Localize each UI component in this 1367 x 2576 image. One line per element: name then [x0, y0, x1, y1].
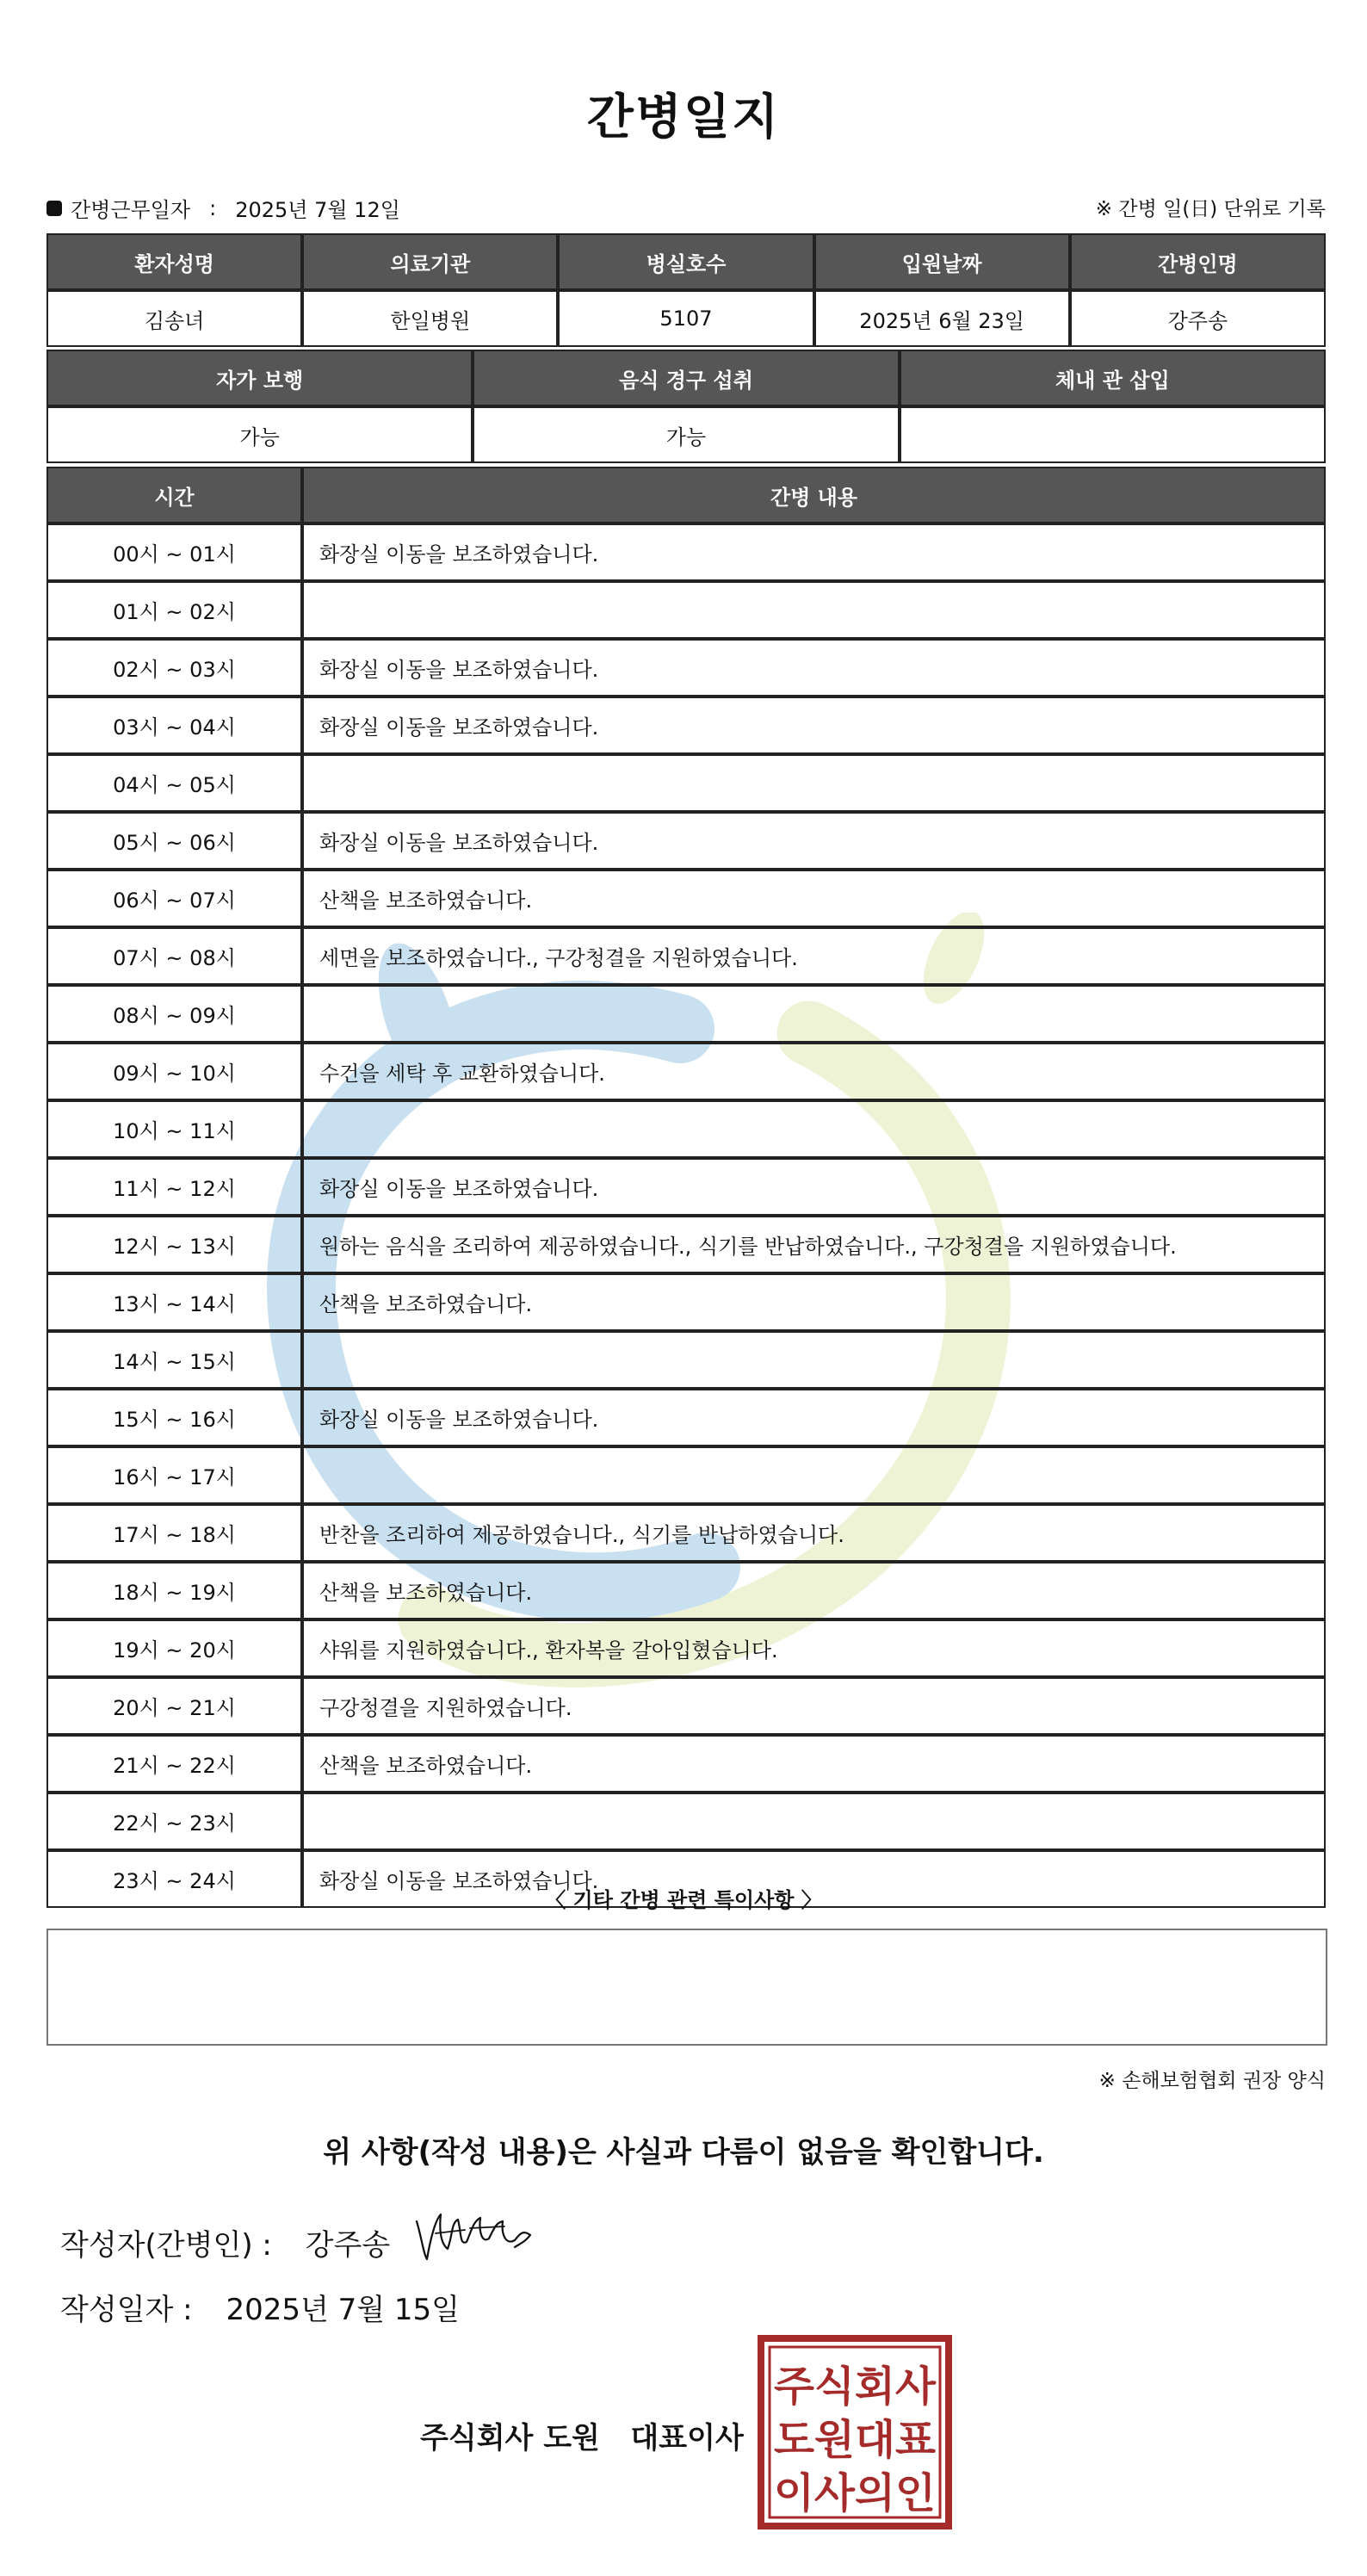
time-cell: 08시 ~ 09시: [46, 985, 302, 1043]
time-cell: 06시 ~ 07시: [46, 870, 302, 927]
special-notes-title: 〈 기타 간병 관련 특이사항 〉: [545, 1888, 822, 1912]
tube-insertion-value: [900, 406, 1326, 463]
time-cell: 15시 ~ 16시: [46, 1389, 302, 1446]
writer-label: 작성자(간병인) :: [60, 2228, 272, 2263]
time-cell: 22시 ~ 23시: [46, 1793, 302, 1850]
care-log-table: [46, 467, 1326, 1908]
table-row: [46, 1504, 1326, 1562]
time-cell: 16시 ~ 17시: [46, 1446, 302, 1504]
table-row: [46, 1158, 1326, 1216]
care-content-cell: 화장실 이동을 보조하였습니다.: [302, 1158, 1326, 1216]
table-row: [46, 1793, 1326, 1850]
oral-intake-value: 가능: [473, 406, 899, 463]
time-cell: 00시 ~ 01시: [46, 523, 302, 581]
time-cell: 13시 ~ 14시: [46, 1273, 302, 1331]
meta-row: [46, 189, 1326, 224]
care-content-cell: 화장실 이동을 보조하였습니다.: [302, 812, 1326, 870]
self-walking-value: 가능: [46, 406, 473, 463]
table-row: [46, 697, 1326, 754]
care-content-cell: 세면을 보조하였습니다., 구강청결을 지원하였습니다.: [302, 927, 1326, 985]
care-content-cell: 산책을 보조하였습니다.: [302, 1562, 1326, 1619]
table-row: [46, 639, 1326, 697]
time-cell: 10시 ~ 11시: [46, 1100, 302, 1158]
header-room: 병실호수: [558, 233, 813, 290]
care-content-cell: 수건을 세탁 후 교환하였습니다.: [302, 1043, 1326, 1100]
time-cell: 01시 ~ 02시: [46, 581, 302, 639]
table-row: [46, 812, 1326, 870]
care-content-cell: [302, 1331, 1326, 1389]
caregiver-name: 강주송: [1070, 290, 1326, 347]
meta-separator: :: [209, 195, 217, 220]
time-cell: 12시 ~ 13시: [46, 1216, 302, 1273]
patient-name: 김송녀: [46, 290, 302, 347]
header-time: 시간: [46, 467, 302, 523]
table-row: [46, 581, 1326, 639]
table-row: [46, 985, 1326, 1043]
header-self-walking: 자가 보행: [46, 350, 473, 406]
time-cell: 19시 ~ 20시: [46, 1619, 302, 1677]
care-content-cell: 화장실 이동을 보조하였습니다.: [302, 697, 1326, 754]
table-row: [46, 1389, 1326, 1446]
time-cell: 23시 ~ 24시: [46, 1850, 302, 1908]
room-number: 5107: [558, 290, 813, 347]
care-content-cell: 산책을 보조하였습니다.: [302, 1273, 1326, 1331]
company-seal: [758, 2335, 952, 2530]
care-content-cell: 원하는 음식을 조리하여 제공하였습니다., 식기를 반납하였습니다., 구강청결을 지원하였습니다.: [302, 1216, 1326, 1273]
seal-line-3: 이사의인: [774, 2469, 936, 2517]
recommend-note: ※ 손해보험협회 권장 양식: [1098, 2070, 1326, 2092]
care-content-cell: 산책을 보조하였습니다.: [302, 870, 1326, 927]
table-row: [46, 754, 1326, 812]
patient-status-table: [46, 350, 1326, 463]
table-row: [46, 1562, 1326, 1619]
time-cell: 03시 ~ 04시: [46, 697, 302, 754]
seal-line-2: 도원대표: [774, 2416, 937, 2464]
patient-info-table: [46, 233, 1326, 347]
header-hospital: 의료기관: [302, 233, 558, 290]
unit-note: ※ 간병 일(日) 단위로 기록: [1095, 198, 1326, 220]
table-row: [46, 927, 1326, 985]
time-cell: 21시 ~ 22시: [46, 1735, 302, 1793]
special-notes-box: [46, 1929, 1327, 2046]
table-row: [46, 1446, 1326, 1504]
care-content-cell: [302, 1446, 1326, 1504]
admit-date: 2025년 6월 23일: [814, 290, 1070, 347]
writer-line: [60, 2221, 390, 2263]
time-cell: 20시 ~ 21시: [46, 1677, 302, 1735]
square-bullet-icon: [46, 201, 62, 216]
table-row: [46, 1273, 1326, 1331]
written-date-line: [60, 2286, 460, 2328]
time-cell: 14시 ~ 15시: [46, 1331, 302, 1389]
header-tube-insertion: 체내 관 삽입: [900, 350, 1326, 406]
table-row: [46, 1043, 1326, 1100]
time-cell: 07시 ~ 08시: [46, 927, 302, 985]
care-content-cell: [302, 581, 1326, 639]
time-cell: 11시 ~ 12시: [46, 1158, 302, 1216]
header-oral-intake: 음식 경구 섭취: [473, 350, 899, 406]
header-caregiver: 간병인명: [1070, 233, 1326, 290]
company-name: 주식회사 도원 대표이사: [420, 2421, 744, 2455]
care-content-cell: 샤워를 지원하였습니다., 환자복을 갈아입혔습니다.: [302, 1619, 1326, 1677]
header-admit-date: 입원날짜: [814, 233, 1070, 290]
care-content-cell: 화장실 이동을 보조하였습니다.: [302, 639, 1326, 697]
care-content-cell: 구강청결을 지원하였습니다.: [302, 1677, 1326, 1735]
handwritten-signature: [410, 2204, 547, 2264]
care-content-cell: [302, 1100, 1326, 1158]
care-content-cell: [302, 985, 1326, 1043]
confirmation-statement: 위 사항(작성 내용)은 사실과 다름이 없음을 확인합니다.: [323, 2135, 1044, 2170]
time-cell: 04시 ~ 05시: [46, 754, 302, 812]
written-date-value: 2025년 7월 15일: [226, 2293, 461, 2327]
care-content-cell: [302, 754, 1326, 812]
seal-line-1: 주식회사: [774, 2362, 937, 2411]
hospital-name: 한일병원: [302, 290, 558, 347]
time-cell: 02시 ~ 03시: [46, 639, 302, 697]
table-row: [46, 1735, 1326, 1793]
care-content-cell: 화장실 이동을 보조하였습니다.: [302, 523, 1326, 581]
written-date-label: 작성일자 :: [60, 2293, 193, 2327]
writer-name: 강주송: [305, 2228, 391, 2263]
care-content-cell: 산책을 보조하였습니다.: [302, 1735, 1326, 1793]
table-row: [46, 523, 1326, 581]
time-cell: 09시 ~ 10시: [46, 1043, 302, 1100]
table-row: [46, 1331, 1326, 1389]
page-title: 간병일지: [586, 90, 781, 146]
time-cell: 05시 ~ 06시: [46, 812, 302, 870]
table-row: [46, 1619, 1326, 1677]
table-row: [46, 1216, 1326, 1273]
care-content-cell: 화장실 이동을 보조하였습니다.: [302, 1389, 1326, 1446]
time-cell: 17시 ~ 18시: [46, 1504, 302, 1562]
care-content-cell: 화장실 이동을 보조하였습니다.: [302, 1850, 1326, 1908]
table-row: [46, 870, 1326, 927]
table-row: [46, 1100, 1326, 1158]
care-content-cell: 반찬을 조리하여 제공하였습니다., 식기를 반납하였습니다.: [302, 1504, 1326, 1562]
work-date-value: 2025년 7월 12일: [235, 198, 400, 222]
table-row: [46, 1677, 1326, 1735]
care-content-cell: [302, 1793, 1326, 1850]
header-patient-name: 환자성명: [46, 233, 302, 290]
work-date-label: 간병근무일자: [71, 198, 191, 222]
header-care-content: 간병 내용: [302, 467, 1326, 523]
time-cell: 18시 ~ 19시: [46, 1562, 302, 1619]
